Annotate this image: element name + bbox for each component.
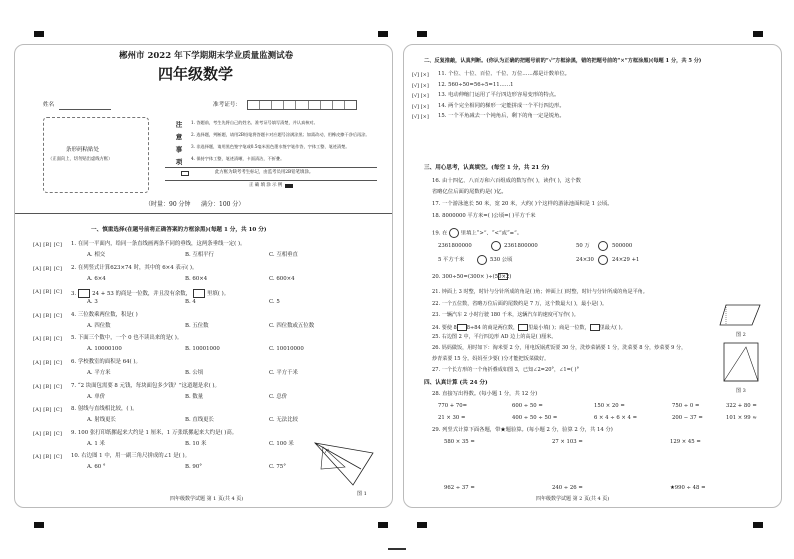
option-a: A. 平方米 [87,370,111,376]
section-4-heading: 四、认真计算 (共 24 分) [424,380,488,386]
name-underline[interactable] [59,109,111,110]
absent-note: 此方框为缺考考生标记，由监考员用2B铅笔填涂。 [215,170,314,175]
judge-item-11: 11. 个位、十位、百位、千位、万位……都是计数单位。 [438,71,570,77]
figure-2-parallelogram [718,303,762,329]
name-label: 姓名 [43,102,55,108]
q16-line1: 16. 由十四亿、八百万和六百组成的数写作( )，读作( )，这个数 [432,178,581,184]
option-b: B. 公顷 [185,370,204,376]
q18: 18. 8000000 平方米=( )公顷=( )平方千米 [432,213,536,219]
exam-number-label: 准考证号： [213,102,241,108]
figure-2-label: 图 2 [736,332,746,338]
page-footer: 四年级数学试题 第 1 页(共 4 页) [170,496,244,502]
option-a: A. 10000100 [87,346,122,353]
notice-4: 4. 保持字体工整，笔迹清晰，卡面清洁，不折叠。 [191,156,285,161]
registration-mark [417,31,427,37]
option-a: A. 60 ° [87,464,106,471]
oral-calc-item: 6 × 4 ÷ 6 × 4 = [594,415,638,421]
judge-bubbles[interactable]: [√] [×] [412,72,429,78]
compare-circle[interactable] [491,241,501,251]
q16-line2: 省略亿位后面的尾数约是( )亿。 [432,189,507,195]
option-c: C. 总价 [269,393,288,400]
q20: 20. 300÷50=(300× )÷(50×2) [432,274,512,280]
registration-mark [34,522,44,528]
q19-row2-a: 5 平方千米 [438,257,465,263]
barcode-area [43,117,149,193]
option-a: A. 射线更长 [87,417,116,424]
q24-blank-box[interactable] [518,324,528,331]
q29-item: 129 × 45 = [670,439,701,445]
q29-item: 962 ÷ 37 = [444,485,475,491]
question-10: 10. 右边图 1 中，用一副三角尺拼成的∠1 是( )。 [71,453,190,460]
option-c: C. 75° [269,464,286,471]
notice-vertical-label: 注意事项 [174,121,183,171]
option-b: B. 直线更长 [185,417,214,424]
divider [15,213,392,214]
judge-item-12: 12. 560÷50=56÷5=11……1 [438,81,514,88]
subject-title: 四年级数学 [158,65,234,83]
question-9: 9. 100 张打印纸摞起来大约是 1 厘米，1 万张纸摞起来大约是( )高。 [71,429,238,436]
q19-rest: 里填上“>”、“<”或“=”。 [460,230,523,237]
judge-bubbles[interactable]: [√] [×] [412,93,429,99]
q19-row2-c: 24×30 [576,257,594,263]
q19-row2-d: 24×29 +1 [612,257,640,263]
option-a: A. 3 [87,299,98,306]
choice-bubbles[interactable]: [A] [B] [C] [33,265,63,272]
oral-calc-item: 21 × 30 = [438,415,466,421]
divider [165,167,377,168]
exam-title: 郴州市 2022 年下学期期末学业质量监测试卷 [119,51,294,61]
option-b: B. 互相平行 [185,252,214,258]
blank-box[interactable] [78,289,90,298]
option-a: A. 相交 [87,252,106,258]
question-8: 8. 射线与直线相比较，( )。 [71,406,138,413]
question-3 [71,289,229,298]
question-text: 24 + 53 的商是一位数，并且没有余数， [92,291,192,298]
registration-mark [753,31,763,37]
option-c: C. 10010000 [269,346,304,353]
q25: 25. 右边图 2 中，平行四边形 AD 边上的高是( )厘米。 [432,334,557,340]
q22: 22. 一个五位数，省略万位后面的尾数约是 7 万，这个数最大( )，最小是( )。 [432,301,608,307]
option-b: B. 10 米 [185,440,207,447]
figure-1-label: 图 1 [357,491,367,497]
q29-item: 240 ÷ 26 = [552,485,583,491]
q19-row1-d: 500000 [612,243,633,249]
figure-3-label: 图 3 [736,388,746,394]
sample-label: 正 确 填 涂 示 例 [249,183,283,188]
registration-mark [417,522,427,528]
section-3-heading: 三、用心思考，认真填空。(每空 1 分，共 21 分) [424,165,550,171]
question-5: 5. 下面三个数中，一个 0 也不读出来的是( )。 [71,335,183,342]
option-b: B. 10001000 [185,346,220,353]
answer-sheet-page-1 [14,44,393,508]
registration-mark [378,31,388,37]
q29-item: ★990 ÷ 48 = [670,485,706,491]
barcode-note: （正面向上，切勿贴出虚线方框） [48,157,113,162]
q19-prefix: 19. 在 [432,230,448,237]
option-b: B. 五位数 [185,322,209,329]
page-footer: 四年级数学试题 第 2 页(共 4 页) [536,496,610,502]
answer-sheet-page-2 [403,44,782,508]
compare-circle[interactable] [598,255,608,265]
q20-blank-box[interactable] [498,273,508,280]
option-b: B. 4 [185,299,196,306]
notice-1: 1. 答题前，考生先将自己的姓名、准考证号填写清楚，并认真核对。 [191,120,318,125]
choice-bubbles[interactable]: [A] [B] [C] [33,312,63,319]
question-1: 1. 在同一平面内，给同一条直线画两条不同的垂线，这两条垂线一定( )。 [71,241,246,247]
registration-mark [753,522,763,528]
oral-calc-item: 101 × 99 ≈ [726,415,757,421]
compare-circle[interactable] [598,241,608,251]
judge-bubbles[interactable]: [√] [×] [412,82,429,89]
option-b: B. 60×4 [185,275,208,282]
q23: 23. 一辆汽车 2 小时行驶 180 千米，这辆汽车的速度可写作( )。 [432,312,579,318]
question-7: 7. “2 块面包需要 8 元钱，每块面包多少钱？”这道题是求( )。 [71,382,220,389]
q21: 21. 钟面上 3 时整，时针与分针所成的角是( )角；钟面上( )时整，时针与分针所成的角是平角。 [432,289,648,295]
section-2-heading: 二、反复推敲，认真判断。(你认为正确的把题号前的“√”方框涂黑，错的把题号前的“×”方框涂黑)(每题 1 分，共 5 分) [424,58,702,64]
choice-bubbles[interactable]: [A] [B] [C] [33,454,63,461]
section-1-heading: 一、慎重选择(在题号前将正确答案的方框涂黑)(每题 1 分，共 10 分) [91,227,267,233]
question-6: 6. 学校教室的面积是 64( )。 [71,359,141,365]
compare-circle[interactable] [449,228,459,238]
option-c: C. 无法比较 [269,417,298,424]
compare-circle[interactable] [477,255,487,265]
option-c: C. 100 米 [269,440,294,447]
q26-line2: 炒青菜要 15 分。妈妈至少要( )分才能把饭菜做好。 [432,356,550,362]
oral-calc-item: 150 × 20 = [594,403,625,409]
choice-bubbles[interactable]: [A] [B] [C] [33,289,63,296]
question-text: 里填( )。 [207,291,230,298]
q29-heading: 29. 列竖式计算下面各题，带★题验算。(每小题 2 分，验算 2 分，共 14 分) [432,427,613,433]
notice-3: 3. 非选择题，请用黑色签字笔或0.5毫米黑色墨水签字笔作答，字体工整、笔迹清楚。 [191,144,350,149]
choice-bubbles[interactable]: [A] [B] [C] [33,383,63,390]
option-a: A. 单价 [87,393,106,400]
barcode-title: 条形码粘贴处 [66,147,100,153]
q24-part-b: 8÷84 的商是两位数， [466,325,519,331]
q29-item: 27 × 103 = [552,439,583,445]
q24-blank-box[interactable] [590,324,600,331]
q17: 17. 一个游泳池长 50 米，宽 20 米，大约( )个这样的游泳池面积是 1 公顷。 [432,201,613,207]
sample-mark [285,184,293,188]
option-c: C. 互相垂直 [269,252,298,258]
oral-calc-item: 600 ÷ 50 = [512,403,543,409]
q19-row1-c: 50 万 [576,243,590,249]
q24-part-d: 里最大( )。 [599,325,626,331]
choice-bubbles[interactable]: [A] [B] [C] [33,360,63,366]
judge-item-15: 15. 一个平角减去一个钝角后，剩下的角一定是锐角。 [438,113,565,119]
q24-blank-box[interactable] [457,324,467,331]
q24-part-a: 24. 要使 8 [432,325,457,331]
judge-bubbles[interactable]: [√] [×] [412,114,429,120]
question-2: 2. 在列竖式计算623×74 时，其中的 6×4 表示( )。 [71,264,198,271]
score-label: 满分：100 分） [201,201,245,208]
choice-bubbles[interactable]: [A] [B] [C] [33,242,63,248]
q24 [432,324,626,331]
option-a: A. 1 米 [87,440,105,447]
notice-2: 2. 选择题，判断题，请用2B铅笔将答题卡对应题号涂满涂黑；如需改动，用橡皮擦干净后再涂。 [191,132,370,137]
q19-row1-a: 2361800000 [438,243,472,249]
time-label: （时量：90 分钟 [145,201,191,208]
registration-mark [34,31,44,37]
question-4: 4. 三位数乘两位数，积是( ) [71,311,138,318]
judge-item-14: 14. 两个完全相同的梯形一定能拼成一个平行四边形。 [438,102,565,109]
q19-label [432,228,522,238]
choice-bubbles[interactable]: [A] [B] [C] [33,430,63,437]
option-b: B. 数量 [185,393,204,400]
q26-line1: 26. 妈妈做饭，用时如下：淘米要 2 分，用电饭锅煮饭要 30 分，洗炒菜锅要 1 分，洗菜要 8 分，炒菜要 9 分， [432,345,687,351]
judge-bubbles[interactable]: [√] [×] [412,103,429,110]
registration-mark [378,522,388,528]
q28-heading: 28. 直接写出得数。(每小题 1 分，共 12 分) [432,391,538,397]
q19-row2-b: 530 公顷 [490,257,513,263]
divider [165,180,377,181]
fold-mark [388,548,406,550]
q19-row1-b: 2361800000 [504,243,538,249]
q27: 27. 一个长方形的一个角折叠成如图 3，已知∠2=20°，∠1=( )° [432,367,579,373]
option-c: C. 5 [269,299,280,306]
exam-number-boxes[interactable] [247,100,357,110]
oral-calc-item: 200 − 37 = [672,415,703,421]
option-c: C. 600×4 [269,275,295,282]
oral-calc-item: 322 + 80 = [726,403,757,409]
option-a: A. 四位数 [87,322,111,329]
choice-bubbles[interactable]: [A] [B] [C] [33,407,63,414]
blank-box[interactable] [193,289,205,298]
option-c: C. 四位数或五位数 [269,322,315,329]
figure-1-triangles [313,439,383,491]
option-c: C. 平方千米 [269,370,298,376]
q29-item: 580 × 35 = [444,439,475,445]
absent-checkbox[interactable] [181,171,189,176]
oral-calc-item: 750 ÷ 0 = [672,403,700,409]
choice-bubbles[interactable]: [A] [B] [C] [33,336,63,343]
option-a: A. 6×4 [87,275,106,282]
question-number: 3. [71,291,77,298]
figure-3-folded-rectangle [722,341,762,385]
oral-calc-item: 400 ÷ 50 ÷ 50 = [512,415,558,421]
oral-calc-item: 770 + 70= [438,403,468,409]
judge-item-13: 13. 电动伸缩门运用了平行四边形容易变形的特点。 [438,92,560,98]
q24-part-c: 里最小填( )；商是一位数， [528,325,590,331]
option-b: B. 90° [185,464,202,471]
